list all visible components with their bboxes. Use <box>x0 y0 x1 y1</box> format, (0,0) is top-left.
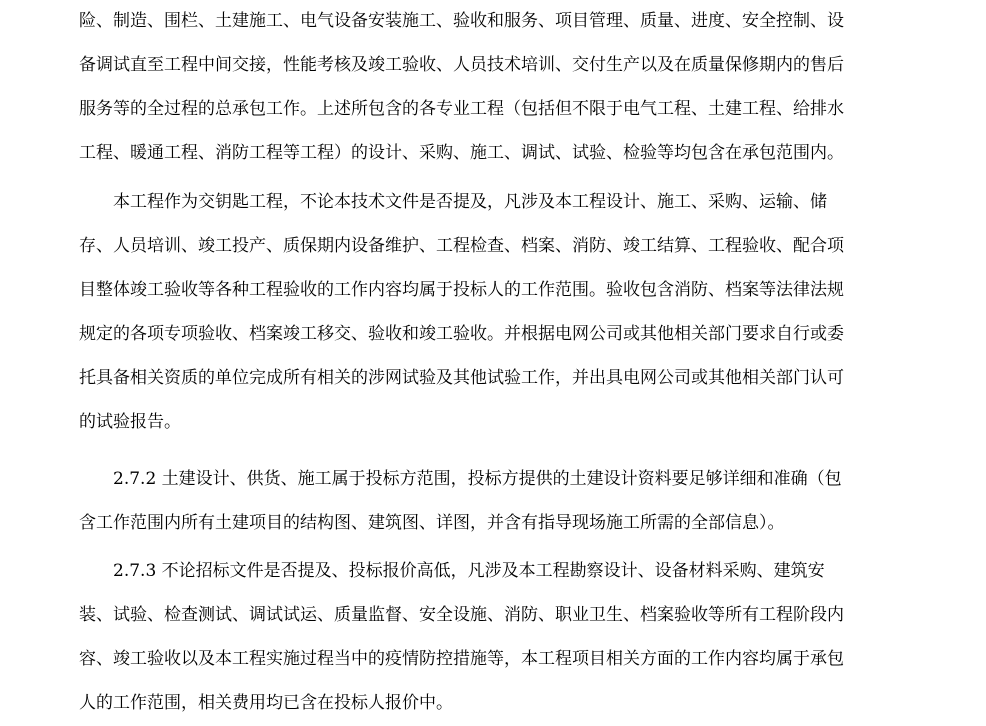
text-line-13: 2.7.3 不论招标文件是否提及、投标报价高低，凡涉及本工程勘察设计、设备材料采购、建筑安 <box>113 561 825 581</box>
document-body <box>79 0 919 726</box>
text-line-3: 服务等的全过程的总承包工作。上述所包含的各专业工程（包括但不限于电气工程、土建工程、给排水 <box>79 99 844 119</box>
text-line-8: 规定的各项专项验收、档案竣工移交、验收和竣工验收。并根据电网公司或其他相关部门要求自行或委 <box>79 324 844 344</box>
text-line-15: 容、竣工验收以及本工程实施过程当中的疫情防控措施等，本工程项目相关方面的工作内容均属于承包 <box>79 649 844 669</box>
text-line-7: 目整体竣工验收等各种工程验收的工作内容均属于投标人的工作范围。验收包含消防、档案等法律法规 <box>79 280 844 300</box>
text-line-4: 工程、暖通工程、消防工程等工程）的设计、采购、施工、调试、试验、检验等均包含在承包范围内。 <box>79 143 844 163</box>
text-line-1: 险、制造、围栏、土建施工、电气设备安装施工、验收和服务、项目管理、质量、进度、安全控制、设 <box>79 11 844 31</box>
text-line-14: 装、试验、检查测试、调试试运、质量监督、安全设施、消防、职业卫生、档案验收等所有工程阶段内 <box>79 605 844 625</box>
text-line-12: 含工作范围内所有土建项目的结构图、建筑图、详图，并含有指导现场施工所需的全部信息）。 <box>79 513 785 533</box>
text-line-2: 备调试直至工程中间交接，性能考核及竣工验收、人员技术培训、交付生产以及在质量保修期内的售后 <box>79 55 844 75</box>
text-line-16: 人的工作范围，相关费用均已含在投标人报价中。 <box>79 693 453 713</box>
text-line-9: 托具备相关资质的单位完成所有相关的涉网试验及其他试验工作，并出具电网公司或其他相关部门认可 <box>79 368 844 388</box>
text-line-6: 存、人员培训、竣工投产、质保期内设备维护、工程检查、档案、消防、竣工结算、工程验收、配合项 <box>79 236 844 256</box>
text-line-5: 本工程作为交钥匙工程，不论本技术文件是否提及，凡涉及本工程设计、施工、采购、运输、储 <box>113 192 827 212</box>
text-line-11: 2.7.2 土建设计、供货、施工属于投标方范围，投标方提供的土建设计资料要足够详细和准确（包 <box>113 469 842 489</box>
text-line-10: 的试验报告。 <box>79 412 181 432</box>
